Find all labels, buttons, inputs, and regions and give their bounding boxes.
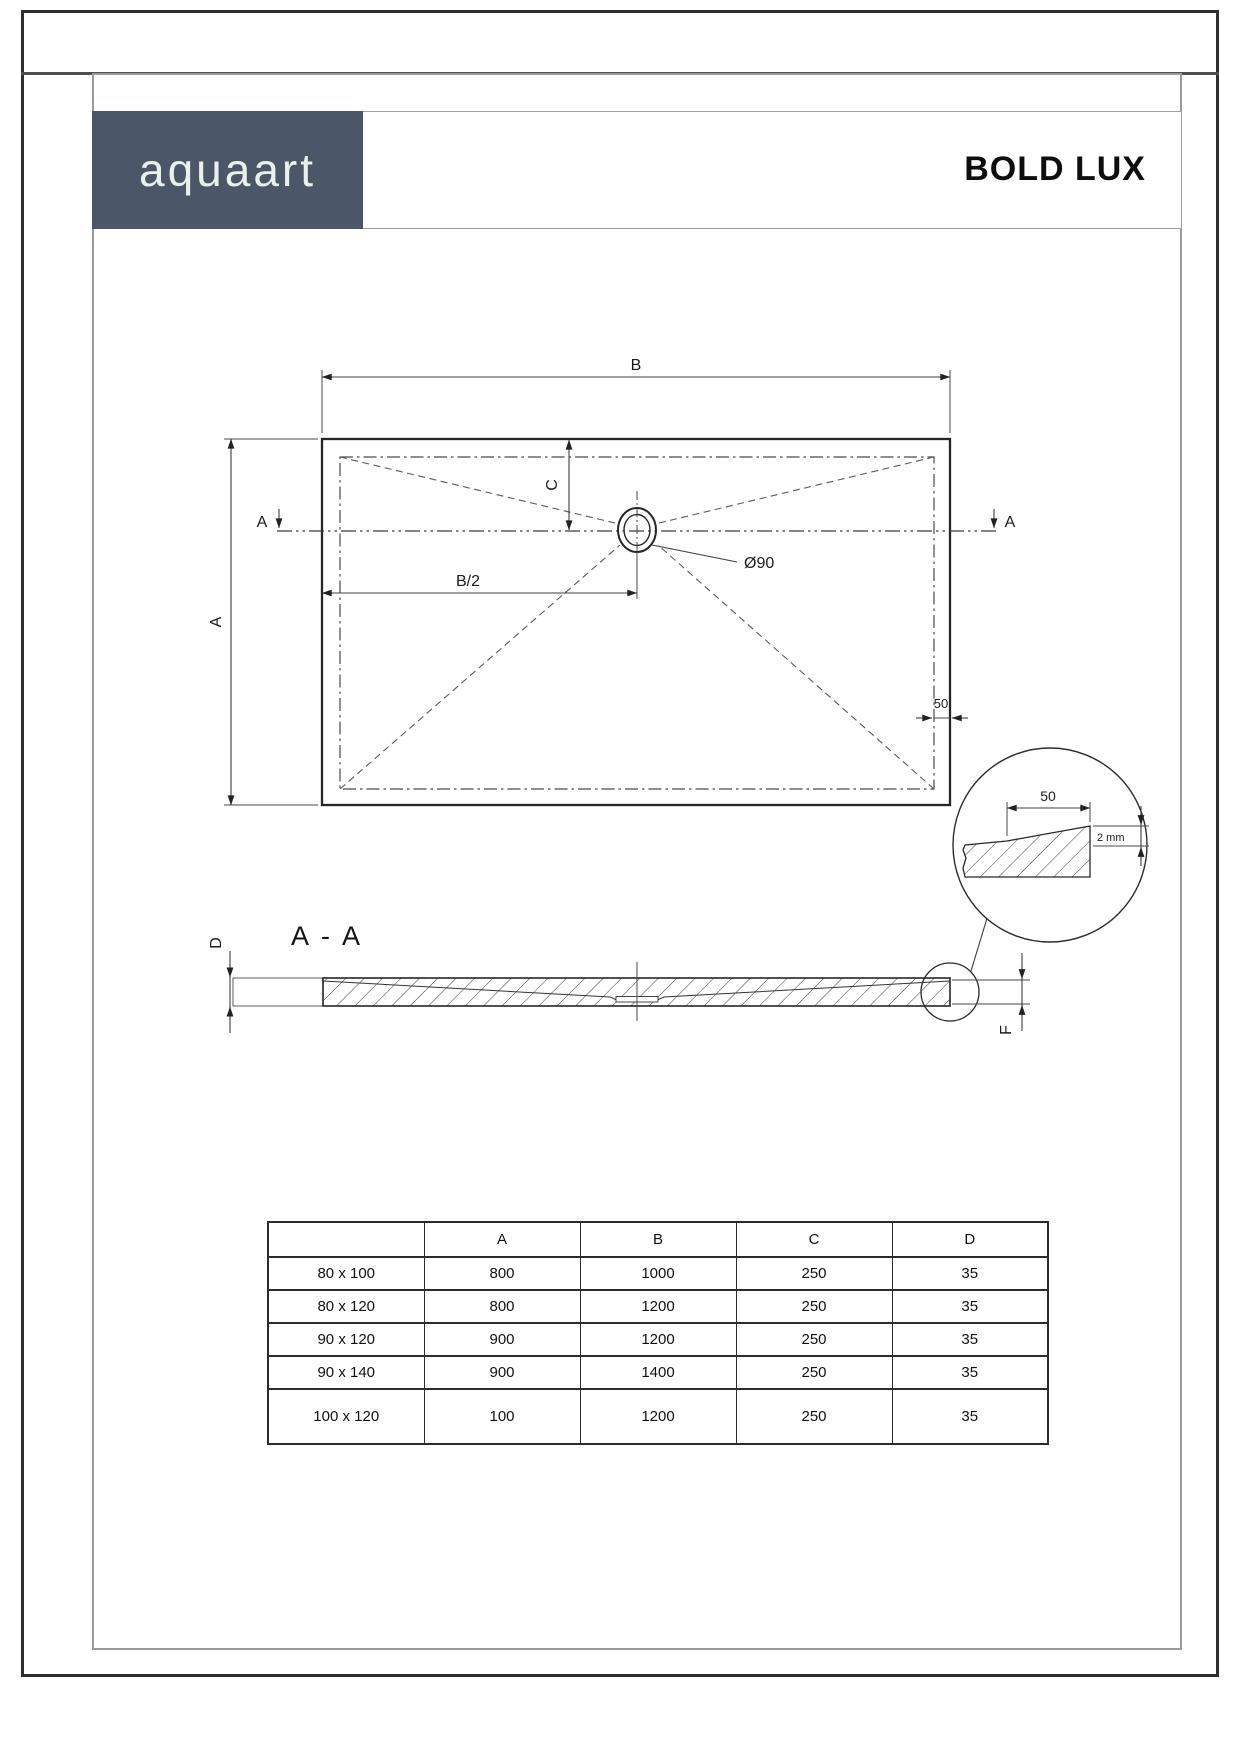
- section-view: [208, 915, 1030, 1035]
- plan-view: [208, 357, 1016, 805]
- table-cell: 100: [424, 1389, 580, 1444]
- drain-leader-line: [652, 545, 737, 562]
- table-cell: 250: [736, 1290, 892, 1323]
- table-row: [268, 1356, 1048, 1389]
- section-marker-right-label: A: [1004, 514, 1016, 531]
- detail-view: [953, 748, 1149, 942]
- table-cell: 800: [424, 1257, 580, 1290]
- table-cell: 35: [892, 1389, 1048, 1444]
- slope-diagonal: [659, 457, 934, 523]
- table-cell: 1200: [580, 1290, 736, 1323]
- table-cell: 900: [424, 1356, 580, 1389]
- section-left-tab: [233, 978, 323, 1006]
- table-cell: 35: [892, 1323, 1048, 1356]
- dim-label-a: A: [208, 616, 225, 628]
- dim-label-b: B: [630, 357, 642, 374]
- size-table: [267, 1221, 1049, 1445]
- tray-inner-boundary: [340, 457, 934, 789]
- drain-diameter-label: Ø90: [744, 555, 775, 572]
- table-cell: 250: [736, 1389, 892, 1444]
- table-header-cell: B: [580, 1222, 736, 1257]
- dim-label-d: D: [208, 937, 225, 949]
- table-cell: 90 x 140: [268, 1356, 424, 1389]
- table-cell: 80 x 100: [268, 1257, 424, 1290]
- dim-label-detail-50: 50: [1040, 788, 1056, 804]
- slope-diagonal: [658, 545, 934, 789]
- table-header-cell: [268, 1222, 424, 1257]
- section-marker-left-label: A: [256, 514, 268, 531]
- table-header-cell: C: [736, 1222, 892, 1257]
- table-header-cell: D: [892, 1222, 1048, 1257]
- dim-label-c: C: [544, 479, 561, 491]
- table-cell: 800: [424, 1290, 580, 1323]
- section-title: A - A: [291, 921, 364, 951]
- slope-diagonal: [340, 457, 615, 523]
- dim-label-f: F: [998, 1025, 1015, 1035]
- table-cell: 250: [736, 1257, 892, 1290]
- table-row: [268, 1290, 1048, 1323]
- table-cell: 35: [892, 1290, 1048, 1323]
- table-row: [268, 1323, 1048, 1356]
- table-cell: 900: [424, 1323, 580, 1356]
- table-cell: 80 x 120: [268, 1290, 424, 1323]
- table-cell: 35: [892, 1356, 1048, 1389]
- table-cell: 35: [892, 1257, 1048, 1290]
- table-cell: 250: [736, 1323, 892, 1356]
- table-cell: 90 x 120: [268, 1323, 424, 1356]
- tray-outline: [322, 439, 950, 805]
- table-header-cell: A: [424, 1222, 580, 1257]
- table-cell: 250: [736, 1356, 892, 1389]
- table-row: [268, 1257, 1048, 1290]
- page-title: BOLD LUX: [964, 150, 1146, 188]
- detail-callout-leader: [971, 915, 988, 971]
- table-header-row: [268, 1222, 1048, 1257]
- table-cell: 1000: [580, 1257, 736, 1290]
- dim-label-b2: B/2: [455, 573, 481, 590]
- table-cell: 1200: [580, 1323, 736, 1356]
- table-cell: 100 x 120: [268, 1389, 424, 1444]
- brand-logo-text: aquaart: [138, 144, 316, 196]
- table-row: [268, 1389, 1048, 1444]
- dim-label-50: 50: [933, 696, 949, 711]
- table-cell: 1400: [580, 1356, 736, 1389]
- dim-label-slope: 2 mm: [1097, 832, 1125, 844]
- table-cell: 1200: [580, 1389, 736, 1444]
